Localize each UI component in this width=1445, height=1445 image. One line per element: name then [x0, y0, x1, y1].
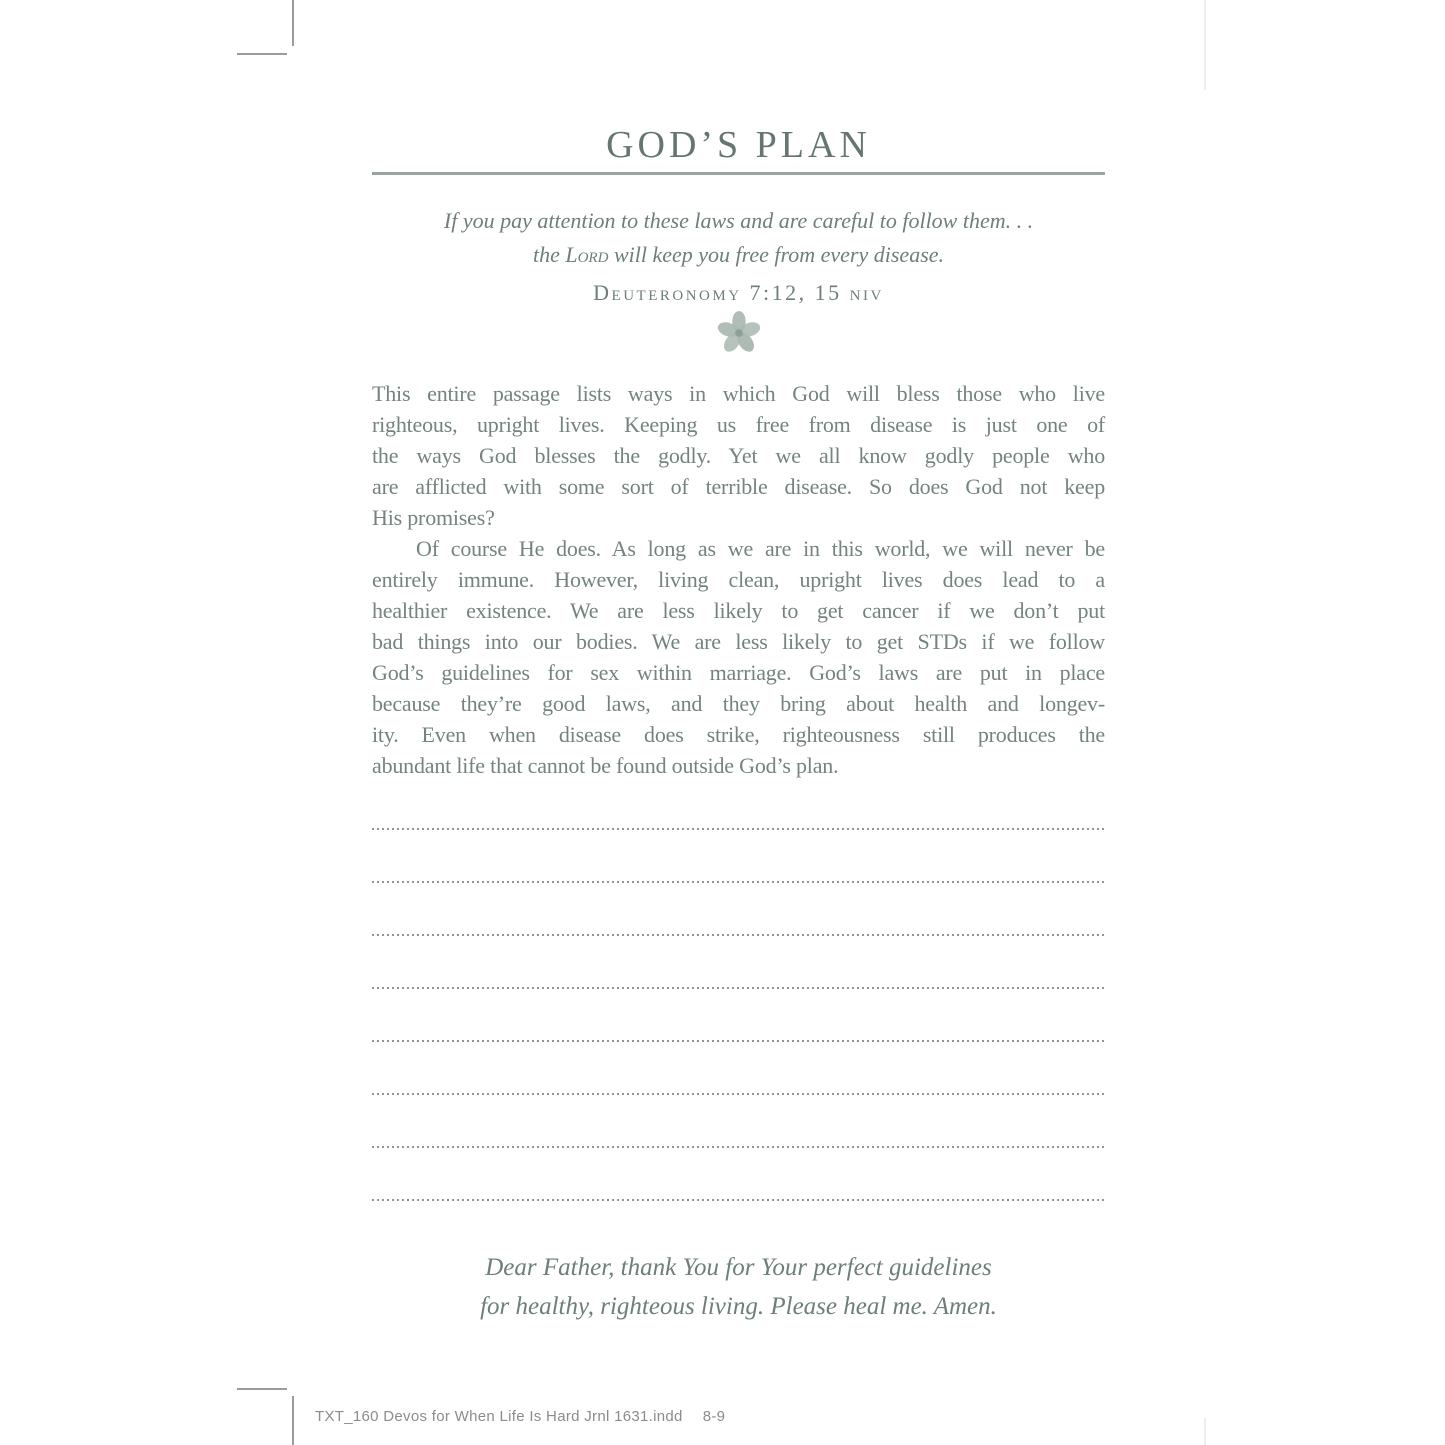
scripture-line-2: the Lord will keep you free from every disease. [532, 242, 945, 267]
page-gutter-mark-top [1204, 0, 1206, 90]
body-line: the ways God blesses the godly. Yet we all know godly people who [372, 443, 1105, 468]
body-line: because they’re good laws, and they bring about health and longev- [372, 691, 1105, 716]
journal-dotted-line [372, 987, 1105, 989]
prayer-line-2: for healthy, righteous living. Please heal me. Amen. [480, 1293, 997, 1320]
page-title: GOD’S PLAN [606, 124, 871, 167]
crop-mark-bottom-vertical [292, 1396, 294, 1445]
journal-dotted-line [372, 934, 1105, 936]
flower-icon [372, 310, 1105, 361]
body-line: bad things into our bodies. We are less likely to get STDs if we follow [372, 629, 1105, 654]
page-gutter-mark-bottom [1204, 1418, 1206, 1445]
body-line: Of course He does. As long as we are in this world, we will never be [416, 536, 1105, 561]
closing-prayer [372, 1248, 1105, 1326]
body-line: are afflicted with some sort of terrible disease. So does God not keep [372, 474, 1105, 499]
scripture-citation: Deuteronomy 7:12, 15 niv [593, 280, 884, 305]
body-line: abundant life that cannot be found outside God’s plan. [372, 753, 839, 778]
crop-mark-top-horizontal [237, 53, 287, 55]
title-rule [372, 172, 1105, 175]
body-line: His promises? [372, 505, 495, 530]
body-line: ity. Even when disease does strike, righteousness still produces the [372, 722, 1105, 747]
devotional-body [372, 378, 1105, 781]
journal-dotted-line [372, 1093, 1105, 1095]
body-line: This entire passage lists ways in which God will bless those who live [372, 381, 1105, 406]
scripture-quote [372, 204, 1105, 310]
journal-dotted-line [372, 828, 1105, 830]
body-line: God’s guidelines for sex within marriage. God’s laws are put in place [372, 660, 1105, 685]
crop-mark-top-vertical [292, 0, 294, 46]
body-line: healthier existence. We are less likely to get cancer if we don’t put [372, 598, 1105, 623]
journal-dotted-line [372, 1199, 1105, 1201]
journal-dotted-line [372, 1146, 1105, 1148]
journal-dotted-line [372, 881, 1105, 883]
journal-lines [372, 828, 1105, 1252]
body-line: righteous, upright lives. Keeping us free from disease is just one of [372, 412, 1105, 437]
print-slug-line [315, 1408, 725, 1425]
body-line: entirely immune. However, living clean, upright lives does lead to a [372, 567, 1105, 592]
crop-mark-bottom-horizontal [237, 1388, 287, 1390]
journal-dotted-line [372, 1040, 1105, 1042]
lord-smallcaps: Lord [565, 242, 609, 267]
slug-page-numbers: 8-9 [702, 1408, 726, 1425]
slug-filename: TXT_160 Devos for When Life Is Hard Jrnl 1631.indd [315, 1408, 683, 1425]
prayer-line-1: Dear Father, thank You for Your perfect guidelines [485, 1254, 992, 1281]
scripture-line-1: If you pay attention to these laws and are careful to follow them. . . [443, 208, 1034, 233]
